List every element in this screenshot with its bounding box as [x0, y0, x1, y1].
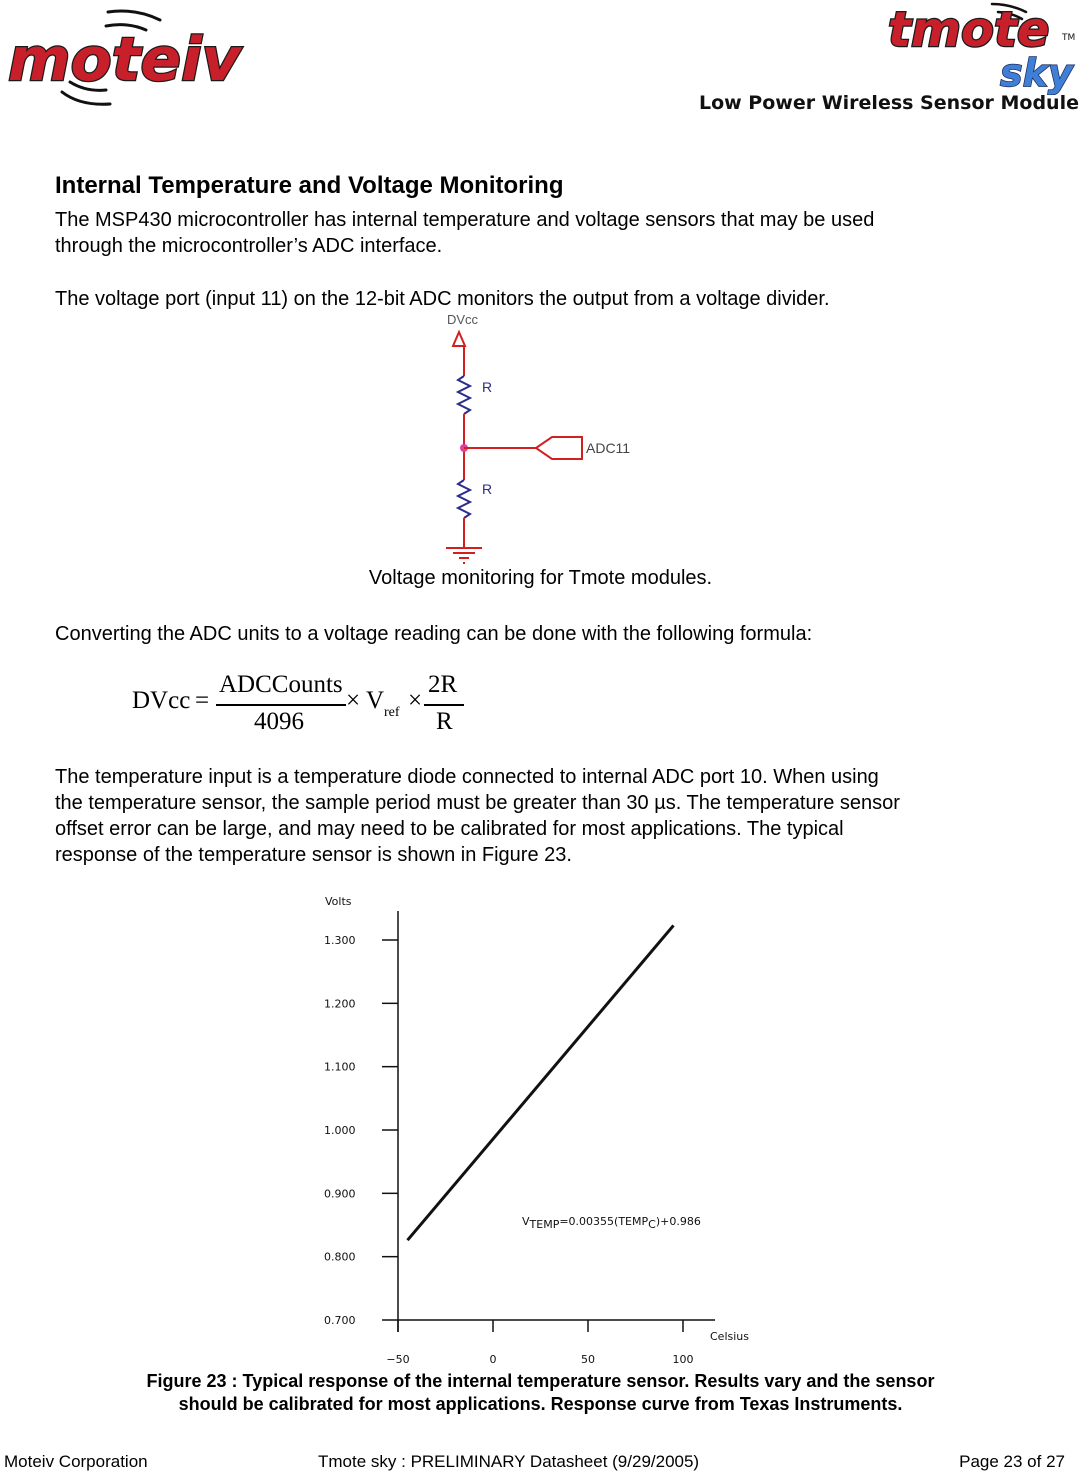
x-tick-label: −50: [386, 1353, 410, 1366]
section-title: Internal Temperature and Voltage Monitoring: [55, 172, 564, 199]
y-tick-label: 0.700: [324, 1314, 356, 1327]
formula-vref-subscript: ref: [384, 705, 400, 720]
intro-paragraph: [55, 207, 1045, 259]
x-axis-label: Celsius: [710, 1330, 749, 1343]
dvcc-label: DVcc: [447, 312, 479, 327]
resistor-bottom: [458, 480, 470, 518]
y-tick-label: 1.000: [324, 1124, 356, 1137]
sky-wordmark: sky: [1000, 51, 1073, 95]
y-tick-label: 0.800: [324, 1250, 356, 1264]
eq-end: )+0.986: [655, 1215, 701, 1228]
temperature-line-2: the temperature sensor, the sample period must be greater than 30 µs. The temperature sensor: [55, 792, 900, 814]
temperature-line-1: The temperature input is a temperature diode connected to internal ADC port 10. When using: [55, 766, 879, 788]
x-tick-label: 50: [581, 1353, 595, 1366]
formula-times-1: ×: [346, 687, 361, 714]
formula-equals: =: [195, 687, 210, 714]
resistor-bottom-label: R: [482, 481, 493, 497]
formula-numerator-2: 2R: [428, 671, 458, 698]
formula-times-2: ×: [408, 687, 423, 714]
voltage-port-paragraph: The voltage port (input 11) on the 12-bit ADC monitors the output from a voltage divider.: [55, 288, 830, 310]
figure-caption-line-1: Figure 23 : Typical response of the internal temperature sensor. Results vary and the sensor: [146, 1371, 935, 1391]
formula-numerator-1: ADCCounts: [219, 671, 343, 698]
x-tick-label: 0: [489, 1353, 497, 1366]
temperature-line-4: response of the temperature sensor is shown in Figure 23.: [55, 844, 572, 866]
trademark-mark: TM: [1062, 33, 1076, 43]
schematic-caption: Voltage monitoring for Tmote modules.: [368, 567, 713, 589]
eq-sub-c: C: [648, 1218, 656, 1231]
temperature-response-chart: [300, 885, 780, 1375]
y-tick-label: 1.200: [324, 997, 356, 1011]
dvcc-formula: [0, 668, 600, 738]
formula-lhs: DVcc: [132, 687, 191, 714]
intro-line-2: through the microcontroller’s ADC interface.: [55, 235, 443, 257]
formula-vref: V: [366, 687, 385, 714]
temperature-paragraph: [55, 764, 1045, 868]
footer-left: Moteiv Corporation: [4, 1452, 148, 1471]
footer-center: Tmote sky : PRELIMINARY Datasheet (9/29/2005): [318, 1452, 700, 1471]
eq-sub-temp: TEMP: [529, 1218, 560, 1231]
intro-line-1: The MSP430 microcontroller has internal temperature and voltage sensors that may be used: [55, 209, 875, 231]
figure-caption-line-2: should be calibrated for most applications. Response curve from Texas Instruments.: [178, 1394, 903, 1414]
eq-mid: =0.00355(TEMP: [559, 1215, 649, 1228]
adc11-port-tag: [536, 437, 582, 459]
moteiv-logo: [0, 0, 310, 120]
vtemp-equation: [522, 1215, 701, 1231]
supply-symbol: [453, 332, 465, 346]
eq-v: V: [522, 1215, 530, 1228]
formula-denominator-1: 4096: [254, 708, 304, 735]
vtemp-series-line: [408, 925, 674, 1240]
ground-icon: [446, 548, 482, 563]
tmote-sky-logo: [880, 0, 1081, 95]
tmote-wordmark: tmote: [888, 2, 1050, 58]
fraction-bar-2: [424, 704, 464, 706]
figure-caption: [0, 1370, 1081, 1416]
resistor-top: [458, 376, 470, 414]
y-axis-label: Volts: [325, 895, 352, 908]
header-tagline: Low Power Wireless Sensor Module: [698, 92, 1079, 114]
y-tick-label: 0.900: [324, 1187, 356, 1201]
footer-right: Page 23 of 27: [959, 1452, 1065, 1471]
y-tick-label: 1.100: [324, 1060, 356, 1074]
adc11-label: ADC11: [586, 440, 631, 456]
formula-intro: Converting the ADC units to a voltage reading can be done with the following formula:: [55, 623, 813, 645]
x-tick-label: 100: [672, 1353, 694, 1366]
resistor-top-label: R: [482, 379, 493, 395]
fraction-bar-1: [216, 704, 346, 706]
temperature-line-3: offset error can be large, and may need to be calibrated for most applications. The typical: [55, 818, 844, 840]
moteiv-wordmark: moteiv: [8, 25, 241, 95]
y-tick-label: 1.300: [324, 934, 356, 947]
formula-denominator-2: R: [436, 708, 453, 735]
voltage-divider-schematic: [430, 308, 660, 570]
